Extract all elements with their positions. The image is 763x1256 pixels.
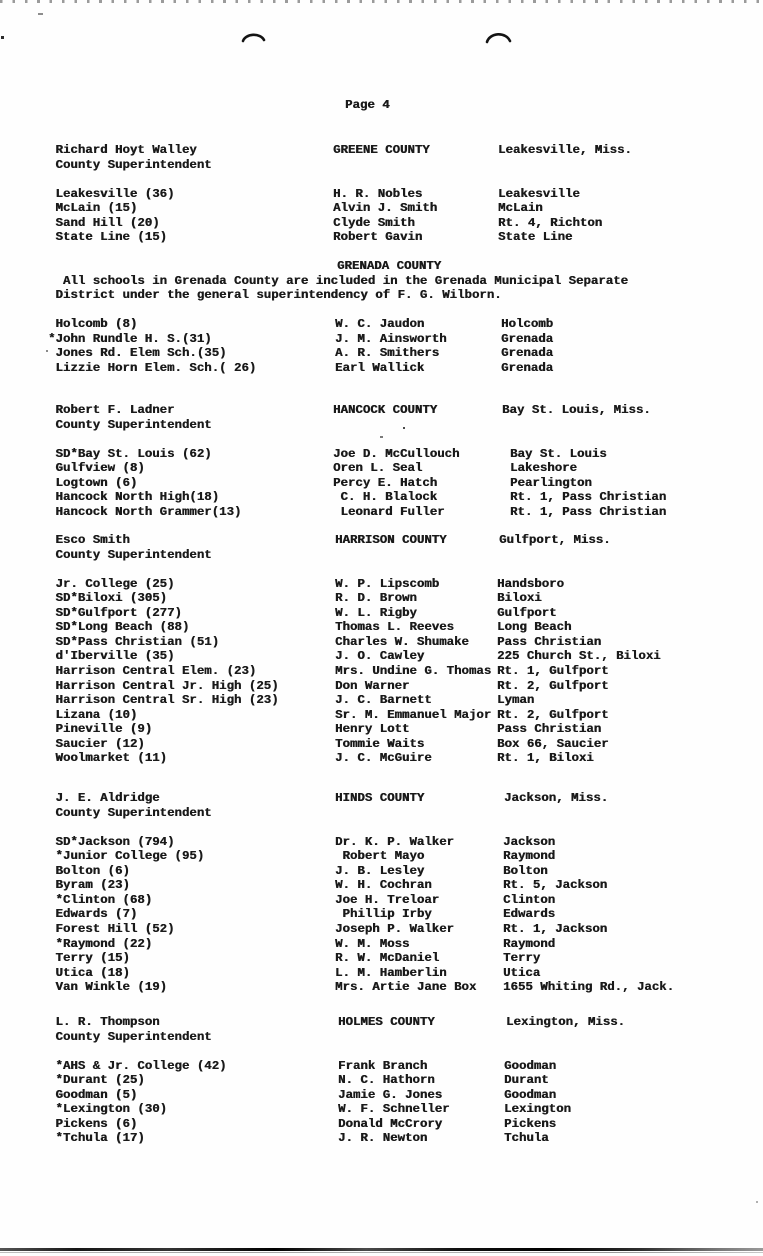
contact-cell: L. M. Hamberlin xyxy=(335,965,447,980)
text-line xyxy=(0,620,763,635)
superintendent-title: County Superintendent xyxy=(48,805,212,820)
contact-cell: R. D. Brown xyxy=(335,591,417,606)
text-line xyxy=(0,447,763,462)
contact-cell: J. M. Ainsworth xyxy=(335,331,447,346)
superintendent-name: Richard Hoyt Walley xyxy=(48,143,197,157)
text-line xyxy=(0,403,763,418)
school-cell: Edwards (7) xyxy=(48,907,138,922)
school-cell: *John Rundle H. S.(31) xyxy=(48,331,212,346)
address-cell: Biloxi xyxy=(497,591,542,606)
address-cell: Grenada xyxy=(501,360,554,375)
county-heading: HINDS COUNTY xyxy=(335,791,425,805)
scan-speck xyxy=(756,1201,758,1203)
scan-speck xyxy=(1,36,4,39)
text-line xyxy=(0,1015,763,1030)
perforation-dots xyxy=(0,0,763,3)
contact-cell: Clyde Smith xyxy=(333,215,415,230)
contact-cell: A. R. Smithers xyxy=(335,346,440,361)
text-line xyxy=(0,1073,763,1088)
contact-cell: Leonard Fuller xyxy=(333,504,445,519)
school-cell: Logtown (6) xyxy=(48,475,138,490)
address-cell: Gulfport xyxy=(497,605,557,620)
text-line xyxy=(0,693,763,708)
address-cell: Durant xyxy=(504,1073,549,1088)
address-cell: Grenada xyxy=(501,346,554,361)
text-line xyxy=(0,806,763,821)
text-line xyxy=(0,1117,763,1132)
school-cell: Holcomb (8) xyxy=(48,317,138,332)
address-cell: Rt. 5, Jackson xyxy=(503,878,608,893)
school-cell: Pickens (6) xyxy=(48,1116,138,1131)
address-cell: Goodman xyxy=(504,1087,557,1102)
school-cell: *AHS & Jr. College (42) xyxy=(48,1058,227,1073)
address-cell: Lexington xyxy=(504,1102,571,1117)
school-cell: Pineville (9) xyxy=(48,722,153,737)
address-cell: Grenada xyxy=(501,331,554,346)
school-cell: Forest Hill (52) xyxy=(48,921,175,936)
school-cell: Leakesville (36) xyxy=(48,186,175,201)
school-cell: Woolmarket (11) xyxy=(48,751,167,766)
address-cell: Edwards xyxy=(503,907,556,922)
contact-cell: J. O. Cawley xyxy=(335,649,425,664)
address-cell: Rt. 2, Gulfport xyxy=(497,678,609,693)
county-seat: Leakesville, Miss. xyxy=(498,143,632,157)
school-cell: *Junior College (95) xyxy=(48,849,205,864)
school-cell: Bolton (6) xyxy=(48,863,130,878)
school-cell: Jr. College (25) xyxy=(48,576,175,591)
county-heading: HARRISON COUNTY xyxy=(335,533,447,547)
contact-cell: W. C. Jaudon xyxy=(335,317,425,332)
school-cell: SD*Biloxi (305) xyxy=(48,591,167,606)
contact-cell: Dr. K. P. Walker xyxy=(335,834,454,849)
address-cell: Bolton xyxy=(503,863,548,878)
text-line xyxy=(0,791,763,806)
contact-cell: Frank Branch xyxy=(338,1058,428,1073)
contact-cell: R. W. McDaniel xyxy=(335,951,440,966)
contact-cell: Mrs. Undine G. Thomas xyxy=(335,663,492,678)
address-cell: Rt. 1, Pass Christian xyxy=(510,504,667,519)
school-cell: State Line (15) xyxy=(48,230,167,245)
text-line xyxy=(0,577,763,592)
address-cell: 1655 Whiting Rd., Jack. xyxy=(503,980,675,995)
address-cell: Leakesville xyxy=(498,186,580,201)
text-line xyxy=(0,708,763,723)
contact-cell: Joe H. Treloar xyxy=(335,892,440,907)
school-cell: Harrison Central Jr. High (25) xyxy=(48,678,279,693)
text-line xyxy=(0,1059,763,1074)
county-seat: Jackson, Miss. xyxy=(504,791,609,805)
school-cell: *Clinton (68) xyxy=(48,892,153,907)
contact-cell: Oren L. Seal xyxy=(333,461,423,476)
text-line xyxy=(0,187,763,202)
scan-speck xyxy=(380,436,383,438)
text-line xyxy=(0,317,763,332)
school-cell: *Raymond (22) xyxy=(48,936,153,951)
text-line xyxy=(0,591,763,606)
text-line xyxy=(0,664,763,679)
contact-cell: J. C. Barnett xyxy=(335,693,432,708)
school-cell: Utica (18) xyxy=(48,965,130,980)
school-cell: Gulfview (8) xyxy=(48,461,145,476)
text-line xyxy=(0,937,763,952)
text-line xyxy=(0,980,763,995)
text-line xyxy=(0,951,763,966)
address-cell: Bay St. Louis xyxy=(510,446,607,461)
contact-cell: Alvin J. Smith xyxy=(333,201,438,216)
address-cell: State Line xyxy=(498,230,573,245)
text-line xyxy=(0,346,763,361)
superintendent-title: County Superintendent xyxy=(48,417,212,432)
text-line xyxy=(0,737,763,752)
address-cell: Pickens xyxy=(504,1116,557,1131)
school-cell: Terry (15) xyxy=(48,951,130,966)
county-heading: GRENADA COUNTY xyxy=(337,259,442,273)
contact-cell: W. P. Lipscomb xyxy=(335,576,440,591)
text-line xyxy=(0,505,763,520)
address-cell: Goodman xyxy=(504,1058,557,1073)
superintendent-name: J. E. Aldridge xyxy=(48,791,160,805)
text-line xyxy=(0,548,763,563)
school-cell: *Durant (25) xyxy=(48,1073,145,1088)
text-line xyxy=(0,922,763,937)
text-line xyxy=(0,635,763,650)
address-cell: Rt. 2, Gulfport xyxy=(497,707,609,722)
text-line xyxy=(0,490,763,505)
contact-cell: Donald McCrory xyxy=(338,1116,443,1131)
text-line xyxy=(0,893,763,908)
address-cell: Lyman xyxy=(497,693,535,708)
school-cell: Hancock North High(18) xyxy=(48,490,220,505)
school-cell: Goodman (5) xyxy=(48,1087,138,1102)
text-line xyxy=(0,230,763,245)
binder-arc-right xyxy=(485,27,513,44)
address-cell: Clinton xyxy=(503,892,556,907)
text-line xyxy=(0,476,763,491)
county-seat: Bay St. Louis, Miss. xyxy=(502,403,651,417)
county-seat: Lexington, Miss. xyxy=(506,1015,625,1029)
contact-cell: J. B. Lesley xyxy=(335,863,425,878)
text-line xyxy=(0,158,763,173)
contact-cell: Percy E. Hatch xyxy=(333,475,438,490)
contact-cell: Charles W. Shumake xyxy=(335,634,469,649)
county-heading: GREENE COUNTY xyxy=(333,143,430,157)
address-cell: Rt. 1, Biloxi xyxy=(497,751,594,766)
county-note-line: All schools in Grenada County are included in the Grenada Municipal Separate xyxy=(48,273,628,288)
contact-cell: J. R. Newton xyxy=(338,1131,428,1146)
school-cell: SD*Long Beach (88) xyxy=(48,620,190,635)
contact-cell: Robert Gavin xyxy=(333,230,423,245)
address-cell: Pearlington xyxy=(510,475,592,490)
address-cell: McLain xyxy=(498,201,543,216)
page-number xyxy=(345,98,390,112)
contact-cell: C. H. Blalock xyxy=(333,490,438,505)
school-cell: Byram (23) xyxy=(48,878,130,893)
contact-cell: Earl Wallick xyxy=(335,360,425,375)
text-line xyxy=(0,722,763,737)
text-line xyxy=(0,533,763,548)
county-note-line: District under the general superintendency of F. G. Wilborn. xyxy=(48,288,502,303)
text-line xyxy=(0,418,763,433)
contact-cell: Thomas L. Reeves xyxy=(335,620,454,635)
school-cell: *Lexington (30) xyxy=(48,1102,167,1117)
text-line xyxy=(0,461,763,476)
scan-speck xyxy=(38,13,43,15)
school-cell: Harrison Central Sr. High (23) xyxy=(48,693,279,708)
contact-cell: Robert Mayo xyxy=(335,849,425,864)
text-line xyxy=(0,835,763,850)
text-line xyxy=(0,907,763,922)
address-cell: Long Beach xyxy=(497,620,572,635)
school-cell: Van Winkle (19) xyxy=(48,980,167,995)
superintendent-title: County Superintendent xyxy=(48,1029,212,1044)
address-cell: Handsboro xyxy=(497,576,564,591)
text-line xyxy=(0,274,763,289)
text-line xyxy=(0,606,763,621)
superintendent-title: County Superintendent xyxy=(48,157,212,172)
school-cell: Lizzie Horn Elem. Sch.( 26) xyxy=(48,360,257,375)
school-cell: Hancock North Grammer(13) xyxy=(48,504,242,519)
school-cell: SD*Pass Christian (51) xyxy=(48,634,220,649)
text-line xyxy=(0,966,763,981)
text-line xyxy=(0,143,763,158)
text-line xyxy=(0,216,763,231)
address-cell: Rt. 1, Jackson xyxy=(503,921,608,936)
address-cell: Rt. 1, Gulfport xyxy=(497,663,609,678)
superintendent-title: County Superintendent xyxy=(48,547,212,562)
address-cell: Tchula xyxy=(504,1131,549,1146)
text-line xyxy=(0,201,763,216)
contact-cell: Henry Lott xyxy=(335,722,410,737)
text-line xyxy=(0,649,763,664)
text-line xyxy=(0,751,763,766)
text-line xyxy=(0,288,763,303)
contact-cell: Tommie Waits xyxy=(335,736,425,751)
address-cell: Raymond xyxy=(503,936,556,951)
contact-cell: J. C. McGuire xyxy=(335,751,432,766)
contact-cell: Mrs. Artie Jane Box xyxy=(335,980,477,995)
superintendent-name: L. R. Thompson xyxy=(48,1015,160,1029)
bottom-scan-line-faint xyxy=(0,1252,763,1253)
contact-cell: W. M. Moss xyxy=(335,936,410,951)
address-cell: Raymond xyxy=(503,849,556,864)
binder-arc-left xyxy=(241,29,267,43)
school-cell: Harrison Central Elem. (23) xyxy=(48,663,257,678)
contact-cell: Jamie G. Jones xyxy=(338,1087,443,1102)
text-line xyxy=(0,1030,763,1045)
text-line xyxy=(0,259,763,274)
school-cell: *Tchula (17) xyxy=(48,1131,145,1146)
contact-cell: W. F. Schneller xyxy=(338,1102,450,1117)
address-cell: Rt. 1, Pass Christian xyxy=(510,490,667,505)
school-cell: Jones Rd. Elem Sch.(35) xyxy=(48,346,227,361)
school-cell: Lizana (10) xyxy=(48,707,138,722)
address-cell: Lakeshore xyxy=(510,461,577,476)
text-line xyxy=(0,864,763,879)
county-seat: Gulfport, Miss. xyxy=(499,533,611,547)
school-cell: SD*Gulfport (277) xyxy=(48,605,182,620)
contact-cell: Joseph P. Walker xyxy=(335,921,454,936)
page-number-text: Page 4 xyxy=(345,98,390,112)
address-cell: Utica xyxy=(503,965,541,980)
address-cell: Pass Christian xyxy=(497,634,602,649)
address-cell: Box 66, Saucier xyxy=(497,736,609,751)
contact-cell: Sr. M. Emmanuel Major xyxy=(335,707,492,722)
text-line xyxy=(0,361,763,376)
school-cell: SD*Bay St. Louis (62) xyxy=(48,446,212,461)
school-cell: McLain (15) xyxy=(48,201,138,216)
text-line xyxy=(0,1131,763,1146)
address-cell: Jackson xyxy=(503,834,556,849)
contact-cell: Phillip Irby xyxy=(335,907,432,922)
school-cell: d'Iberville (35) xyxy=(48,649,175,664)
text-line xyxy=(0,878,763,893)
address-cell: Rt. 4, Richton xyxy=(498,215,603,230)
superintendent-name: Robert F. Ladner xyxy=(48,403,175,417)
bottom-scan-line xyxy=(0,1248,763,1251)
address-cell: 225 Church St., Biloxi xyxy=(497,649,661,664)
school-cell: SD*Jackson (794) xyxy=(48,834,175,849)
address-cell: Pass Christian xyxy=(497,722,602,737)
contact-cell: Don Warner xyxy=(335,678,410,693)
text-line xyxy=(0,1102,763,1117)
school-cell: Sand Hill (20) xyxy=(48,215,160,230)
superintendent-name: Esco Smith xyxy=(48,533,130,547)
text-line xyxy=(0,332,763,347)
text-line xyxy=(0,679,763,694)
address-cell: Holcomb xyxy=(501,317,554,332)
county-heading: HANCOCK COUNTY xyxy=(333,403,438,417)
school-cell: Saucier (12) xyxy=(48,736,145,751)
contact-cell: Joe D. McCullouch xyxy=(333,446,460,461)
text-line xyxy=(0,1088,763,1103)
address-cell: Terry xyxy=(503,951,541,966)
county-heading: HOLMES COUNTY xyxy=(338,1015,435,1029)
contact-cell: W. L. Rigby xyxy=(335,605,417,620)
contact-cell: H. R. Nobles xyxy=(333,186,423,201)
contact-cell: N. C. Hathorn xyxy=(338,1073,435,1088)
text-line xyxy=(0,849,763,864)
contact-cell: W. H. Cochran xyxy=(335,878,432,893)
